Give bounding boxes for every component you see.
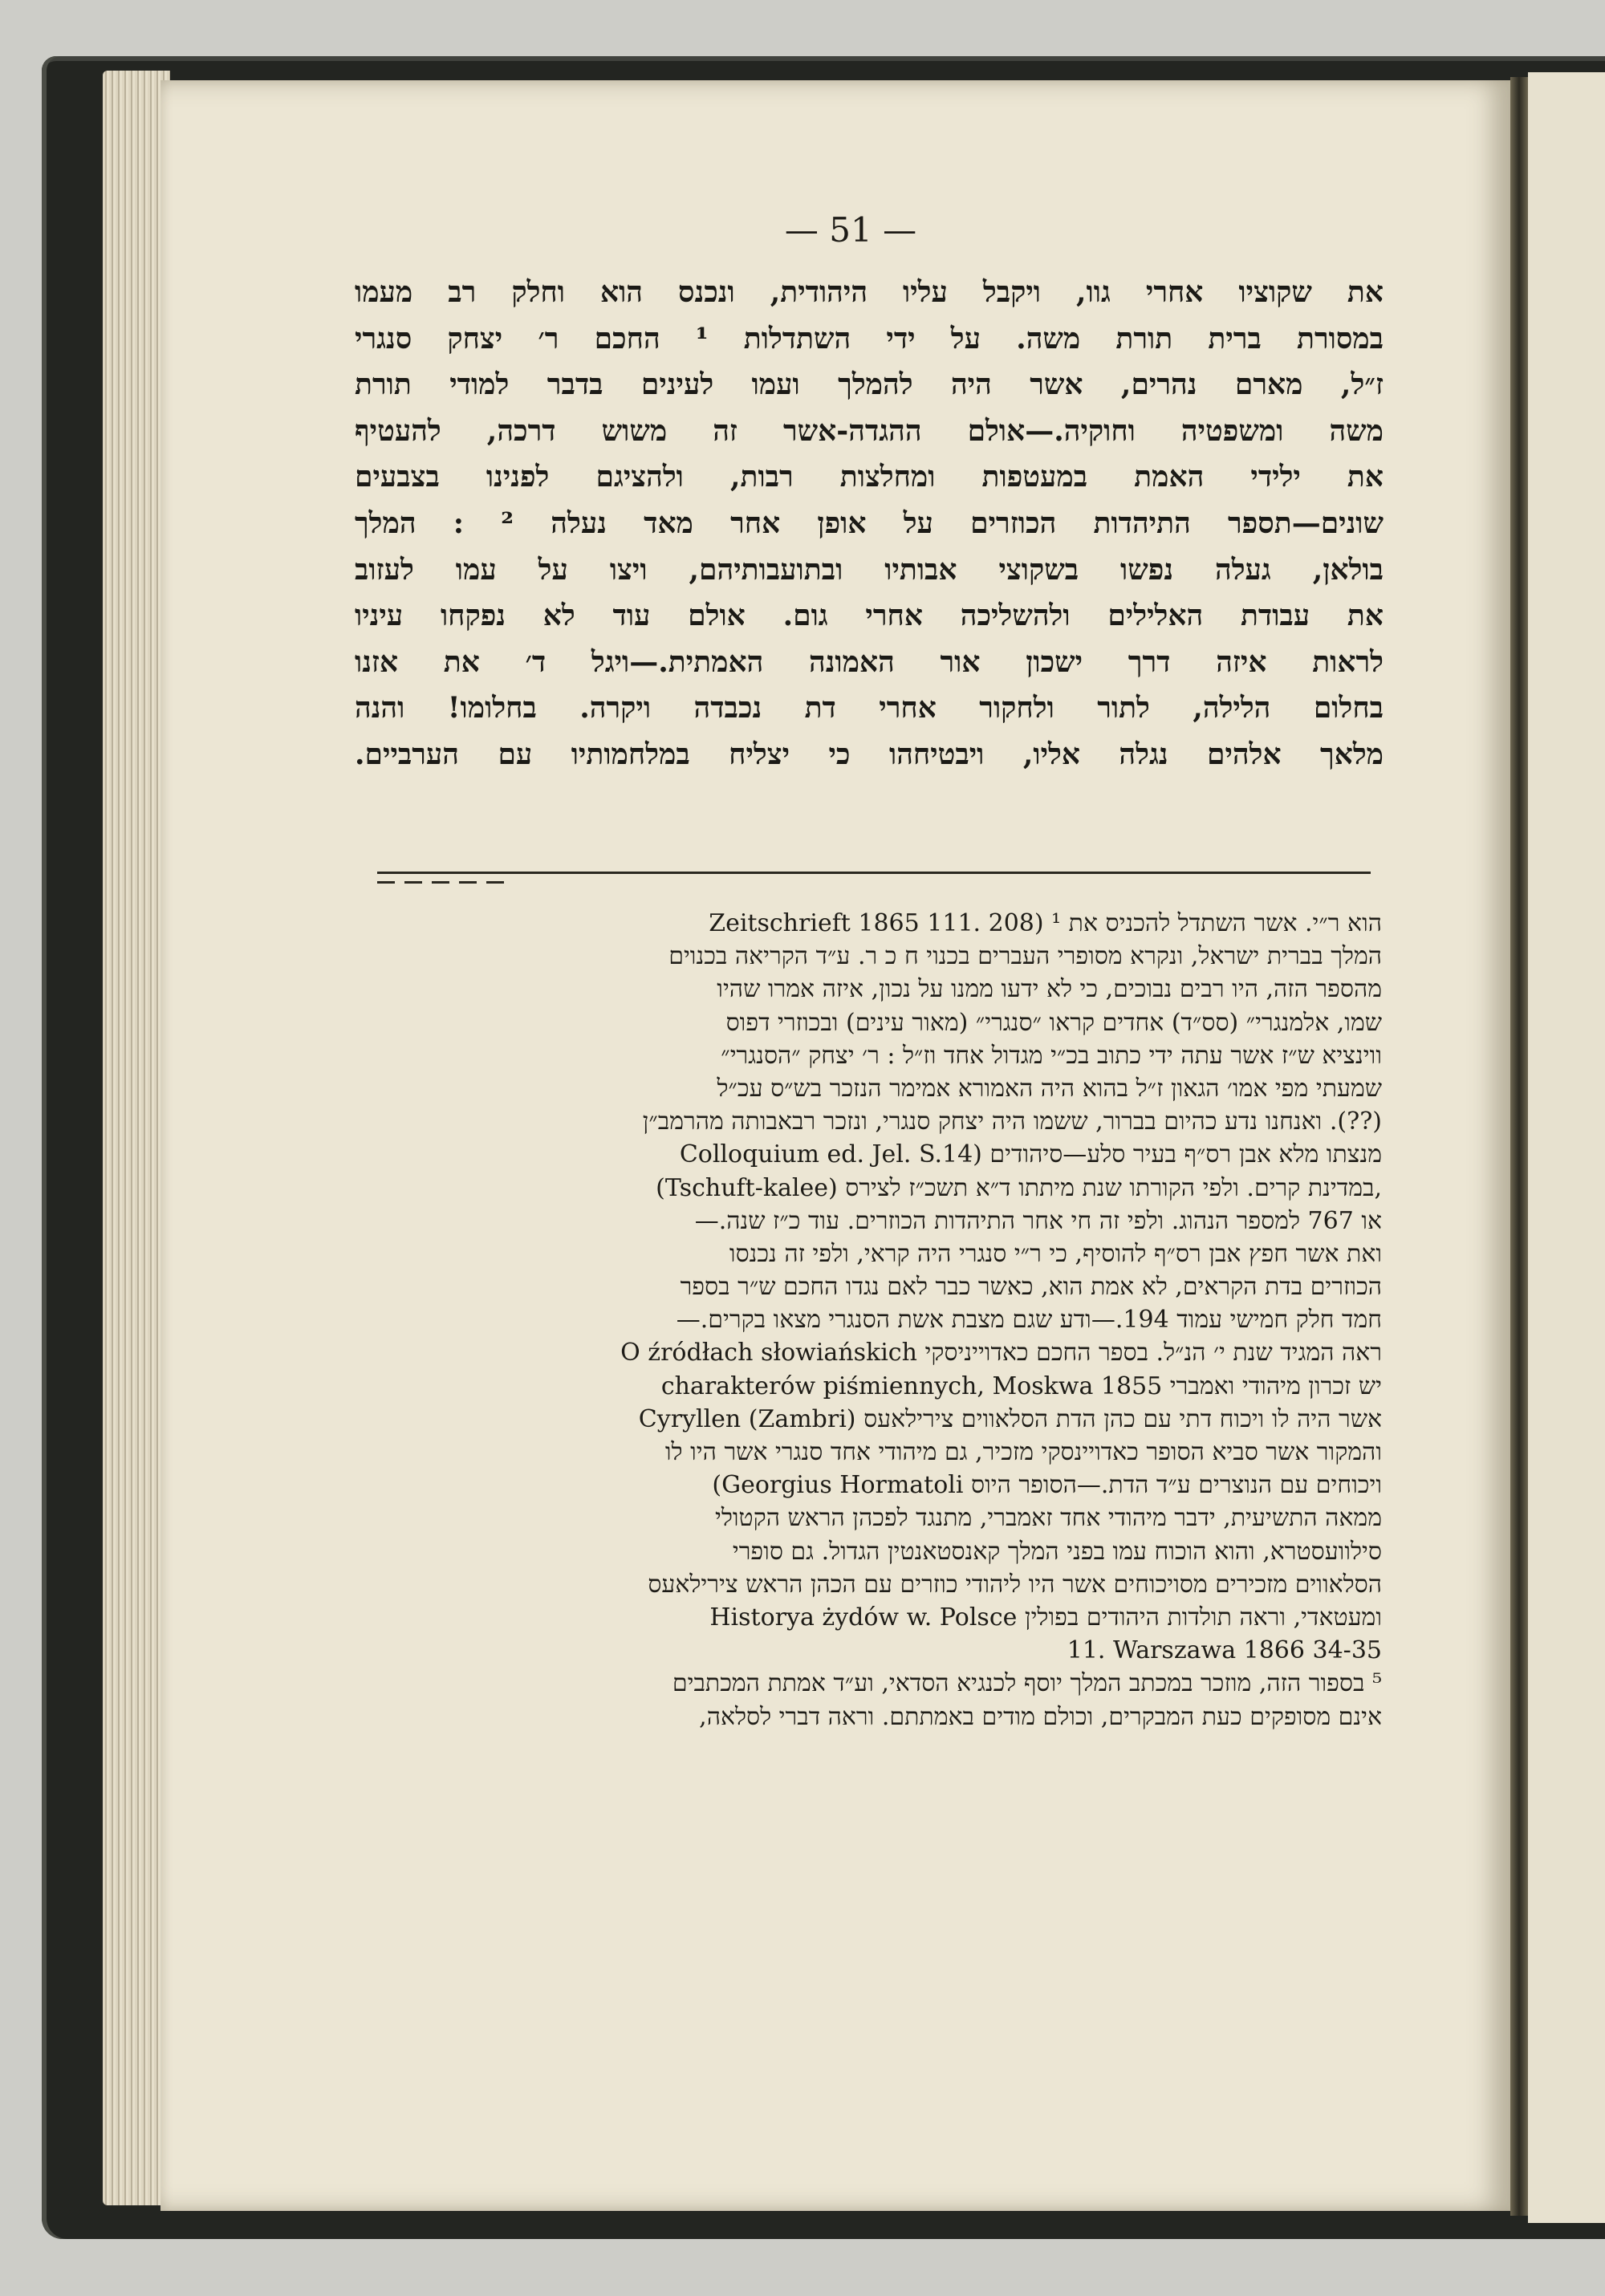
text-line: שונים—תספר התיהדות הכוזרים על אופן אחר מאד נעלה ² : המלך — [355, 506, 1384, 540]
footnote-line: charakterów piśmiennych, Moskwa 1855 יש זכרון מיהודי ואמברי — [660, 1372, 1382, 1400]
footnote-separator-dashes — [377, 881, 514, 884]
footnotes — [371, 907, 1382, 1733]
text-line: בחלום הלילה, לתור ולחקור אחרי דת נכבדה ויקרה. בחלומו! והנה — [355, 691, 1384, 725]
footnote-line: Colloquium ed. Jel. S.14) מנצתו מלא אבן רס״ף בעיר סלע—סיהודים — [679, 1140, 1382, 1169]
footnote-separator-rule — [377, 872, 1371, 874]
footnote-line: ממאה התשיעית, ידבר מיהודי אחד זאמברי, מתנגד לפכהן הראש הקטולי — [714, 1504, 1382, 1533]
footnote-line: Zeitschrieft 1865 111. 208) ¹ הוא ר״י. אשר השתדל להכניס את — [709, 909, 1382, 937]
facing-page-edge — [1528, 72, 1605, 2223]
footnote-line: Historya żydów w. Polsce ומעטאדי, וראה תולדות היהודים בפולין — [709, 1603, 1382, 1632]
book-gutter — [1510, 77, 1528, 2216]
footnote-line: הכוזרים בדת הקראים, לא אמת הוא, כאשר כבר לאם נגדו החכם ש״ר בספר — [680, 1273, 1382, 1302]
footnote-line: אינם מסופקים כעת המבקרים, וכולם מודים באמתתם. וראה דברי לסלאה, — [699, 1702, 1382, 1731]
text-line: את שקוציו אחרי גוו, ויקבל עליו היהודית, ונכנס הוא וחלק רב מעמו — [355, 275, 1384, 309]
footnote-line: או 767 למספר הנהוג. ולפי זה חי אחר התיהדות הכוזרים. עוד כ״ז שנה.— — [694, 1206, 1382, 1235]
footnote-line: ווינציא ש״ז אשר עתה ידי כתוב בכ״י מגדול אחד וז״ל : ר׳ יצחק ״הסנגרי״ — [721, 1041, 1382, 1070]
footnote-line: (Georgius Hormatoli ויכוחים עם הנוצרים ע״ד הדת.—הסופר היוס — [712, 1471, 1382, 1500]
footnote-line: (??). ואנחנו נדע כהיום בברור, ששמו היה יצחק סנגרי, ונזכר רבאבותה מהרמב״ן — [642, 1107, 1382, 1136]
text-line: בולאן, געלה נפשו בשקוצי אבותיו ובתועבותיהם, ויצו על עמו לעזוב — [355, 552, 1384, 587]
footnote-line: ⁵ בספור הזה, מוזכר במכתב המלך יוסף לכנגיא הסדאי, וע״ד אמתת המכתבים — [672, 1669, 1382, 1698]
text-line: ז״ל, מארם נהרים, אשר היה להמלך ועמו לעינים בדבר למודי תורת — [355, 368, 1384, 402]
footnote-line: O źródłach słowiańskich ראה המגיד שנת י׳ הנ״ל. בספר החכם כאדוייניסקי — [620, 1339, 1382, 1367]
footnote-line: שמו, אלמנגרי״ (סס״ד) אחדים קראו ״סנגרי״ (מאור עינים) ובכוזרי דפוס — [725, 1008, 1382, 1037]
text-line: משה ומשפטיה וחוקיה.—אולם ההגדה-אשר זה משוש דרכה, להעטיף — [355, 413, 1384, 448]
footnote-line: 11. Warszawa 1866 34-35 — [1067, 1636, 1382, 1665]
page-number: — 51 — — [784, 210, 917, 250]
text-line: את ילידי האמת במעטפות ומחלצות רבות, ולהציגם לפנינו בצבעים — [355, 460, 1384, 494]
footnote-line: המלך בברית ישראל, ונקרא מסופרי העברים בכנוי ח כ ר. ע״ד הקריאה בכנוים — [668, 942, 1382, 971]
footnote-line: Cyryllen (Zambri) אשר היה לו ויכוח דתי עם כהן הדת הסלאווים צירילאעס — [638, 1404, 1382, 1433]
text-line: את עבודת האלילים ולהשליכה אחרי גום. אולם עוד לא נפקחו עיניו — [355, 599, 1384, 633]
footnote-line: חמד חלק חמישי עמוד 194.—ודע שגם מצבת אשת הסנגרי מצאו בקרים.— — [676, 1306, 1382, 1335]
footnote-line: סילוועסטרא, והוא הוכוח עמו בפני המלך קאנסטאנטין הגדול. גם סופרי — [732, 1537, 1382, 1566]
text-line: במסורת ברית תורת משה. על ידי השתדלות ¹ החכם ר׳ יצחק סנגרי — [355, 321, 1384, 356]
text-line: לראות איזה דרך ישכון אור האמונה האמתית.—ויגל ד׳ את אזנו — [355, 644, 1384, 679]
footnote-line: (Tschuft-kalee) במדינת קרים. ולפי הקורתו שנת מיתתו ד״א תשכ״ז לצירס, — [656, 1173, 1382, 1202]
main-text — [355, 270, 1384, 778]
footnote-line: והמקור אשר סביא הסופר כאדויינסקי מזכיר, גם מיהודי אחד סנגרי אשר היו לו — [664, 1438, 1382, 1466]
text-line: מלאך אלהים נגלה אליו, ויבטיחהו כי יצליח במלחמותיו עם הערביים. — [355, 737, 1384, 771]
footnote-line: ואת אשר חפץ אבן רס״ף להוסיף, כי ר״י סנגרי היה קראי, ולפי זה נכנסו — [729, 1239, 1382, 1268]
footnote-line: הסלאווים מזכירים מסויכוחים אשר היו ליהודי כוזרים עם הכהן הראש צירילאעס — [648, 1570, 1382, 1599]
footnote-line: שמעתי מפי אמו׳ הגאון ז״ל בהוא היה האמורא אמימר הנזכר בש״ס עכ״ל — [717, 1074, 1382, 1103]
footnote-line: מהספר הזה, היו רבים נבוכים, כי לא ידעו ממנו על נכון, איזה אמרו שהיו — [717, 975, 1382, 1004]
